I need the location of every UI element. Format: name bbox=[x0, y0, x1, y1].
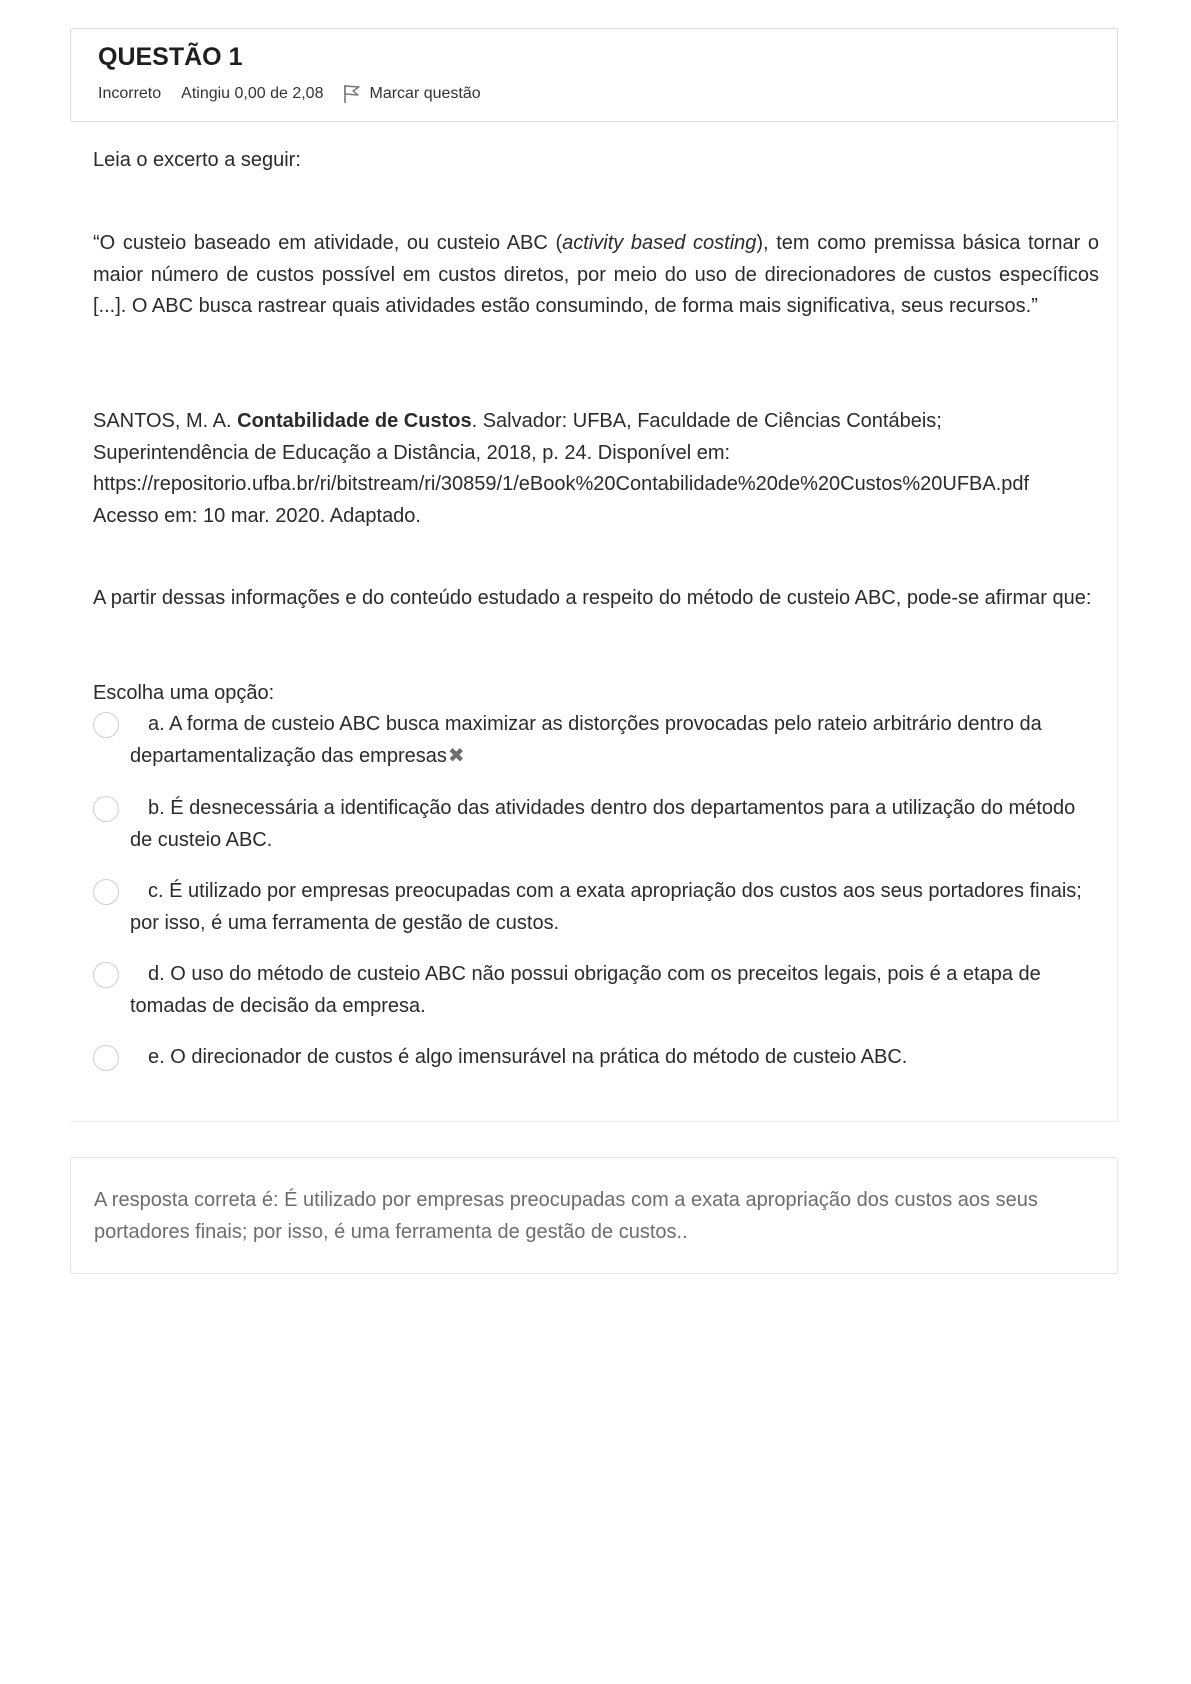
incorrect-icon: ✖ bbox=[447, 744, 465, 767]
option-c-label: c. É utilizado por empresas preocupadas com a exata apropriação dos custos aos seus portadores finais; por isso, é uma ferramenta de gestão de custos. bbox=[130, 880, 1082, 934]
choose-label: Escolha uma opção: bbox=[93, 682, 275, 704]
excerpt-quote bbox=[93, 228, 1099, 323]
option-d-label: d. O uso do método de custeio ABC não possui obrigação com os preceitos legais, pois é a etapa de tomadas de decisão da empresa. bbox=[130, 963, 1041, 1017]
question-info-card bbox=[70, 28, 1118, 122]
quote-part-1: “O custeio baseado em atividade, ou custeio ABC ( bbox=[93, 232, 563, 254]
radio-e[interactable] bbox=[93, 1045, 119, 1071]
reference-line1-rest: . Salvador: UFBA, Faculdade de Ciências Contábeis; bbox=[471, 410, 942, 432]
radio-b[interactable] bbox=[93, 796, 119, 822]
reference-access: Acesso em: 10 mar. 2020. Adaptado. bbox=[93, 504, 421, 527]
quote-part-2: ), tem como premissa básica tornar o maior número de custos possível em custos diretos, por meio do uso de direcionadores de custos específicos [...]. O ABC busca rastrear quais atividades estão consumindo, de forma mais significativa, seus recursos.” bbox=[93, 232, 1099, 317]
flag-question-link[interactable]: Marcar questão bbox=[369, 85, 481, 102]
reference-title: Contabilidade de Custos bbox=[237, 410, 472, 432]
feedback-card bbox=[70, 1157, 1118, 1274]
option-b-label: b. É desnecessária a identificação das atividades dentro dos departamentos para a utilização do método de custeio ABC. bbox=[130, 797, 1076, 851]
option-e-label: e. O direcionador de custos é algo imensurável na prática do método de custeio ABC. bbox=[148, 1046, 908, 1068]
question-text: A partir dessas informações e do conteúdo estudado a respeito do método de custeio ABC, pode-se afirmar que: bbox=[93, 587, 1092, 609]
correct-answer-feedback: A resposta correta é: É utilizado por empresas preocupadas com a exata apropriação dos custos aos seus portadores finais; por isso, é uma ferramenta de gestão de custos.. bbox=[94, 1189, 1038, 1243]
reference bbox=[93, 406, 1099, 532]
option-a-label bbox=[130, 709, 1100, 772]
question-score: Atingiu 0,00 de 2,08 bbox=[181, 85, 324, 102]
reference-author: SANTOS, M. A. bbox=[93, 410, 238, 432]
option-a-text: a. A forma de custeio ABC busca maximizar as distorções provocadas pelo rateio arbitrário dentro da departamentalização das empresas bbox=[130, 713, 1042, 767]
radio-a[interactable] bbox=[93, 712, 119, 738]
radio-c[interactable] bbox=[93, 879, 119, 905]
question-meta bbox=[98, 84, 501, 104]
quote-italic: activity based costing bbox=[562, 232, 757, 254]
flag-icon[interactable] bbox=[343, 84, 361, 104]
reference-url: https://repositorio.ufba.br/ri/bitstream/ri/30859/1/eBook%20Contabilidade%20de%20Custos%20UFBA.pdf bbox=[93, 473, 1030, 495]
question-title: QUESTÃO 1 bbox=[98, 43, 243, 71]
radio-d[interactable] bbox=[93, 962, 119, 988]
reference-line2: Superintendência de Educação a Distância, 2018, p. 24. Disponível em: bbox=[93, 441, 731, 464]
question-status: Incorreto bbox=[98, 85, 162, 102]
intro-text: Leia o excerto a seguir: bbox=[93, 149, 301, 171]
